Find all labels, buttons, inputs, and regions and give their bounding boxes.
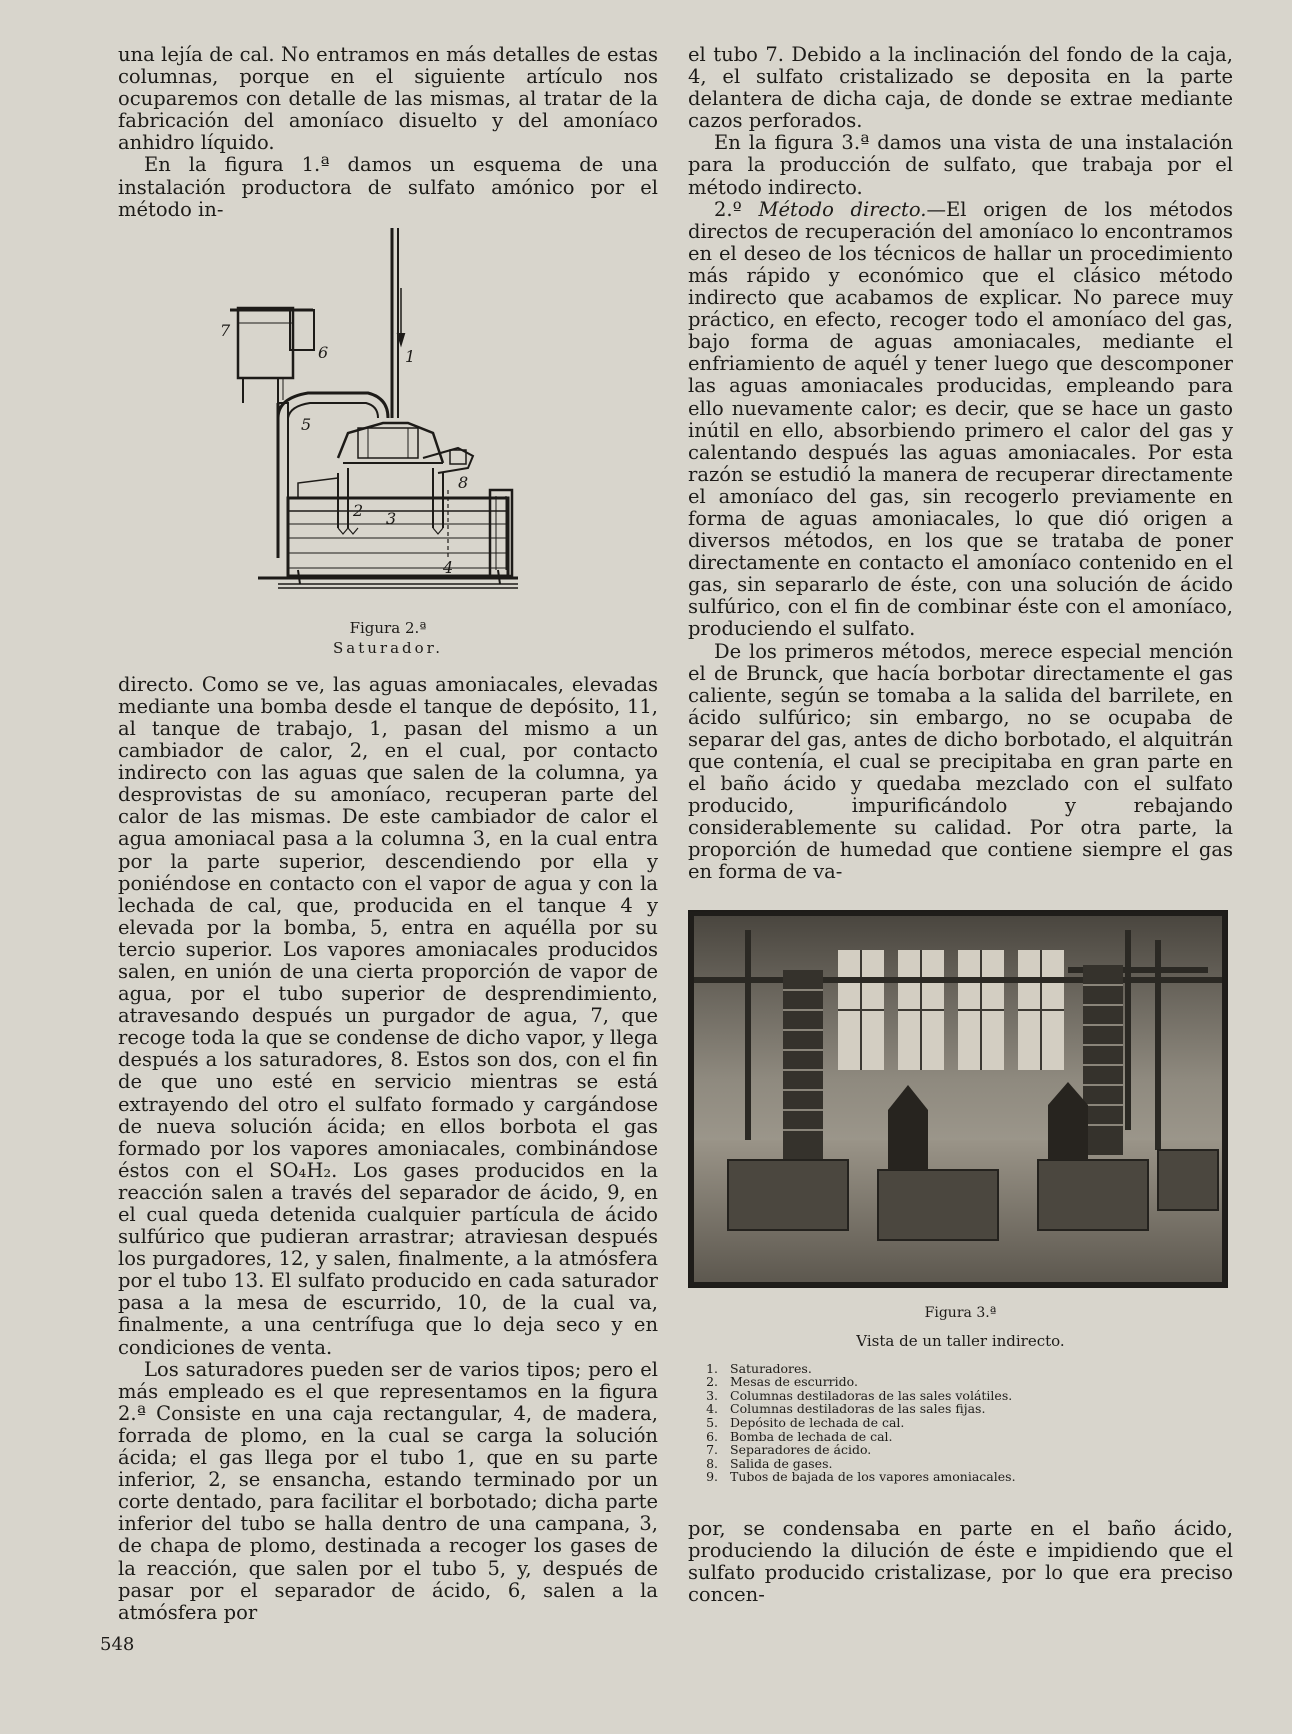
figure-2-caption: Figura 2.ª <box>349 618 427 637</box>
left-paragraph-3-continued: . Los gases producidos en la reacción salen a través del separador de ácido, 9, en el cual queda detenida cualquier partícula de ácido sulfúrico que pudieran arrastrar; atraviesan después los purgadores, 12, y salen, finalmente, a la atmósfera por el tubo 13. El sulfato producido en cada saturador pasa a la mesa de escurrido, 10, de la cual va, finalmente, a una centrífuga que lo deja seco y en condiciones de venta. <box>118 1158 659 1359</box>
workshop-photo <box>688 910 1228 1288</box>
right-paragraph-2: En la figura 3.ª damos una vista de una instalación para la producción de sulfato, que trabaja por el método indirecto. <box>688 131 1233 199</box>
left-paragraph-3 <box>118 674 658 1359</box>
right-paragraph-5: por, se condensaba en parte en el baño ácido, produciendo la dilución de éste e impidiendo que el sulfato producido cristalizase, por lo que era preciso concen- <box>688 1516 1233 1607</box>
figure-3-caption: Figura 3.ª <box>924 1304 997 1321</box>
legend-item: 7. Separadores de ácido. <box>706 1442 872 1458</box>
figure-2-label-7: 7 <box>220 320 231 340</box>
left-paragraph-3-text: directo. Como se ve, las aguas amoniacales, elevadas mediante una bomba desde el tanque de depósito, 11, al tanque de trabajo, 1, pasan del mismo a un cambiador de calor, 2, en el cual, por contacto indirecto con las aguas que salen de la columna, ya desprovistas de su amoníaco, recuperan parte del calor de las mismas. De este cambiador de calor el agua amoniacal pasa a la columna 3, en la cual entra por la parte superior, descendiendo por ella y poniéndose en contacto con el vapor de agua y con la lechada de cal, que, producida en el tanque 4 y elevada por la bomba, 5, entra en aquélla por su tercio superior. Los vapores amoniacales producidos salen, en unión de una cierta proporción de vapor de agua, por el tubo superior de desprendimiento, atravesando después un purgador de agua, 7, que recoge toda la que se condense de dicho vapor, y llega después a los saturadores, 8. Estos son dos, con el fin de que uno esté en servicio mientras se está extrayendo del otro el sulfato formado y cargándose de nueva solución ácida; en ellos borbota el gas formado por los vapores amoniacales, combinándose éstos con el <box>118 672 658 1182</box>
legend-item: 5. Depósito de lechada de cal. <box>706 1414 905 1430</box>
figure-2-label-5: 5 <box>301 414 312 434</box>
legend-item: 1. Saturadores. <box>706 1360 812 1376</box>
figure-2 <box>118 224 658 674</box>
right-paragraph-3-text: —El origen de los métodos directos de recuperación del amoníaco lo encontramos en el deseo de los técnicos de hallar un procedimiento más rápido y económico que el clásico método indirecto que acabamos de explicar. No parece muy práctico, en efecto, recoger todo el amoníaco del gas, bajo forma de aguas amoniacales, mediante el enfriamiento de aquél y tener luego que descomponer las aguas amoniacales producidas, empleando para ello nuevamente calor; es decir, que se hace un gasto inútil en ello, absorbiendo primero el calor del gas y calentando después las aguas amoniacales. Por esta razón se estudió la manera de recuperar directamente el amoníaco del gas, sin recogerlo previamente en forma de aguas amoniacales, lo que dió origen a diversos métodos, en los que se trataba de poner directamente en contacto el amoníaco contenido en el gas, sin separarlo de éste, con una solución de ácido sulfúrico, con el fin de combinar éste con el amoníaco, produciendo el sulfato. <box>688 197 1233 641</box>
figure-2-title: Saturador. <box>333 638 443 657</box>
left-paragraph-1: una lejía de cal. No entramos en más detalles de estas columnas, porque en el siguiente artículo nos ocuparemos con detalle de las mismas, al tratar de la fabricación del amoníaco disuelto y del amoníaco anhidro líquido. <box>118 43 658 155</box>
figure-3-legend <box>688 1362 1233 1484</box>
figure-2-label-3: 3 <box>386 508 397 528</box>
figure-3-title: Vista de un taller indirecto. <box>856 1331 1065 1350</box>
left-paragraph-2: En la figura 1.ª damos un esquema de una instalación productora de sulfato amónico por el método in- <box>118 153 658 221</box>
legend-item: 3. Columnas destiladoras de las sales volátiles. <box>706 1387 1013 1403</box>
chemical-formula: SO₄H₂ <box>269 1158 332 1182</box>
right-paragraph-1: el tubo 7. Debido a la inclinación del fondo de la caja, 4, el sulfato cristalizado se deposita en la parte delantera de dicha caja, de donde se extrae mediante cazos perforados. <box>688 43 1233 133</box>
figure-2-label-1: 1 <box>405 346 416 366</box>
figure-3-photo <box>688 910 1228 1288</box>
legend-item: 9. Tubos de bajada de los vapores amoniacales. <box>706 1469 1016 1485</box>
legend-item: 2. Mesas de escurrido. <box>706 1374 858 1390</box>
figure-2-label-6: 6 <box>318 342 329 362</box>
saturator-diagram <box>218 228 518 618</box>
figure-2-label-8: 8 <box>458 472 469 492</box>
legend-item: 8. Salida de gases. <box>706 1455 833 1471</box>
section-title: Método directo. <box>758 197 927 221</box>
right-column <box>688 44 1233 1606</box>
page-number: 548 <box>100 1634 135 1655</box>
figure-2-label-2: 2 <box>353 500 364 520</box>
legend-item: 6. Bomba de lechada de cal. <box>706 1428 893 1444</box>
section-number: 2.º <box>714 197 742 221</box>
figure-2-label-4: 4 <box>443 557 454 577</box>
right-paragraph-3 <box>688 199 1233 641</box>
right-paragraph-4: De los primeros métodos, merece especial mención el de Brunck, que hacía borbotar directamente el gas caliente, según se tomaba a la salida del barrilete, en ácido sulfúrico; sin embargo, no se ocupaba de separar del gas, antes de dicho borbotado, el alquitrán que contenía, el cual se precipitaba en gran parte en el baño ácido y quedaba mezclado con el sulfato producido, impurificándolo y rebajando considerablemente su calidad. Por otra parte, la proporción de humedad que contiene siempre el gas en forma de va- <box>688 639 1233 884</box>
legend-item: 4. Columnas destiladoras de las sales fijas. <box>706 1401 986 1417</box>
left-column <box>118 44 658 1624</box>
left-paragraph-4: Los saturadores pueden ser de varios tipos; pero el más empleado es el que representamos en la figura 2.ª Consiste en una caja rectangular, 4, de madera, forrada de plomo, en la cual se carga la solución ácida; el gas llega por el tubo 1, que en su parte inferior, 2, se ensancha, estando terminado por un corte dentado, para facilitar el borbotado; dicha parte inferior del tubo se halla dentro de una campana, 3, de chapa de plomo, destinada a recoger los gases de la reacción, que salen por el tubo 5, y, después de pasar por el separador de ácido, 6, salen a la atmósfera por <box>118 1357 658 1624</box>
